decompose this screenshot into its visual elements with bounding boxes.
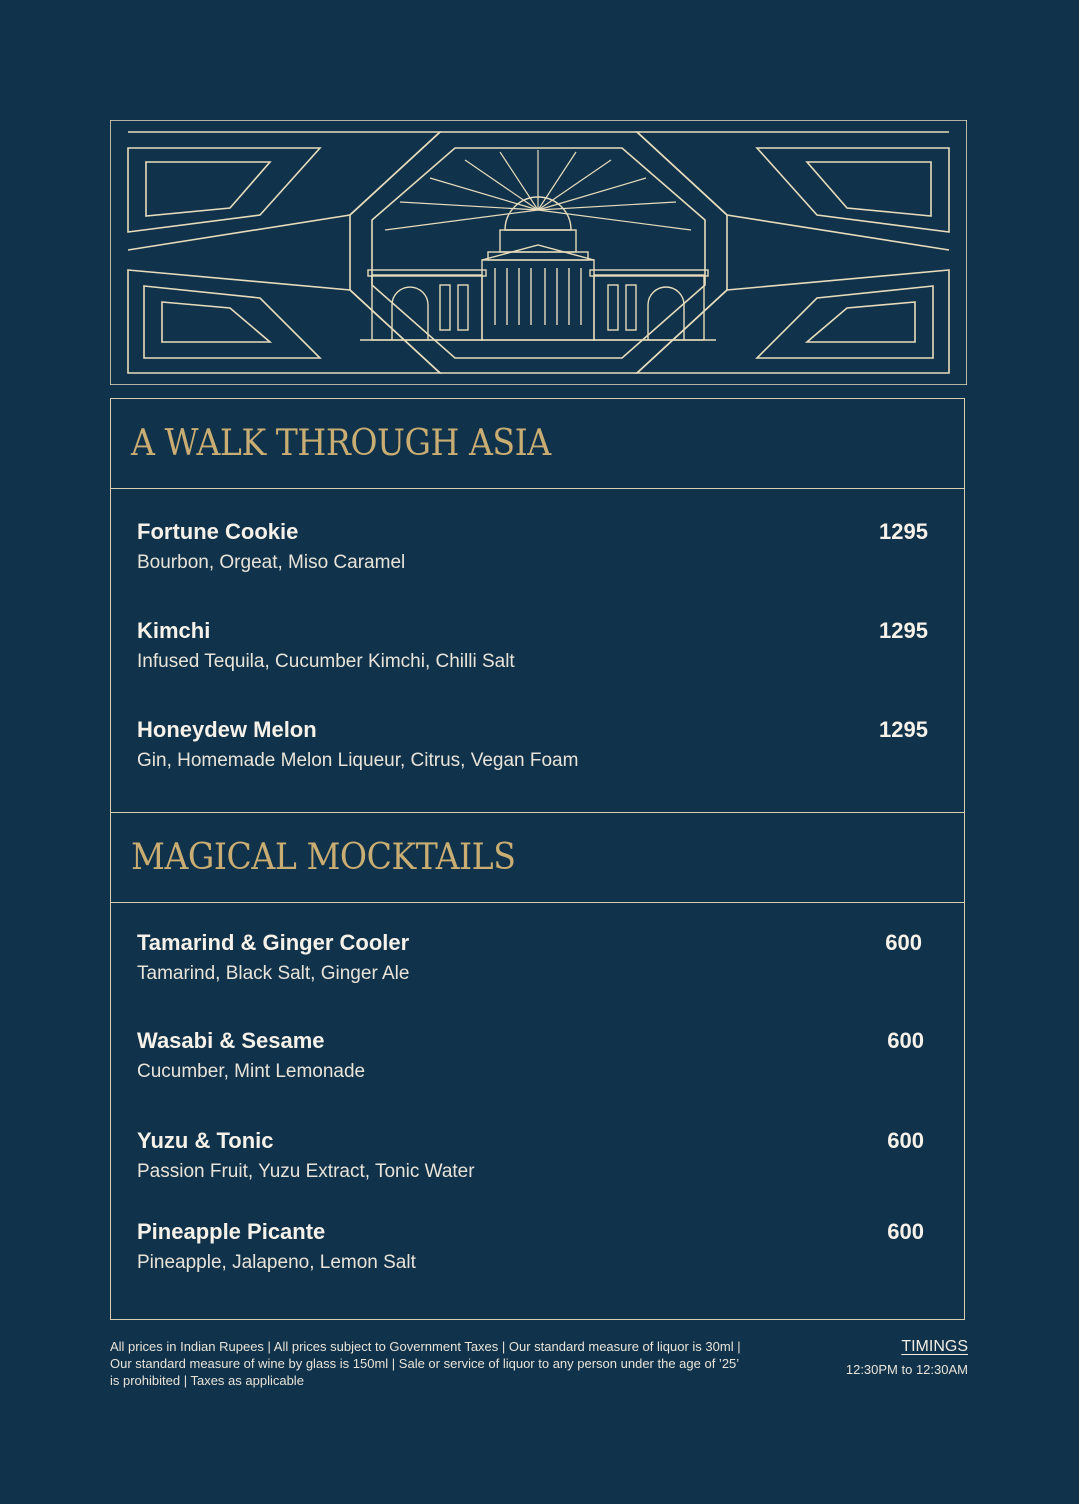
section-header-cocktails <box>111 399 964 489</box>
section-header-mocktails <box>111 813 964 903</box>
item-price: 600 <box>887 1128 924 1153</box>
menu-item <box>137 519 928 579</box>
menu-item <box>137 1128 924 1188</box>
item-description: Passion Fruit, Yuzu Extract, Tonic Water <box>137 1161 475 1182</box>
section-title: MAGICAL MOCKTAILS <box>131 837 516 878</box>
menu-item <box>137 930 922 990</box>
timings-label: TIMINGS <box>901 1338 968 1355</box>
item-price: 600 <box>887 1219 924 1244</box>
item-name: Pineapple Picante <box>137 1219 326 1244</box>
menu-item <box>137 1028 924 1088</box>
item-price: 1295 <box>879 717 928 742</box>
item-description: Bourbon, Orgeat, Miso Caramel <box>137 552 406 573</box>
menu-item <box>137 618 928 678</box>
item-description: Gin, Homemade Melon Liqueur, Citrus, Vegan Foam <box>137 750 579 771</box>
menu-item <box>137 717 928 777</box>
item-name: Tamarind & Ginger Cooler <box>137 930 410 955</box>
item-price: 600 <box>885 930 922 955</box>
footer-disclaimer: All prices in Indian Rupees | All prices subject to Government Taxes | Our standard measure of liquor is 30ml | Our standard measure of wine by glass is 150ml | Sale or service of liquor to any person under the age of ’25’ is prohibited | Taxes as applicable <box>110 1339 741 1388</box>
timings-block <box>846 1338 968 1377</box>
item-price: 600 <box>887 1028 924 1053</box>
item-name: Wasabi & Sesame <box>137 1028 325 1053</box>
building-dome-art-deco-illustration-icon <box>110 120 967 385</box>
item-name: Honeydew Melon <box>137 717 317 742</box>
item-price: 1295 <box>879 618 928 643</box>
item-description: Cucumber, Mint Lemonade <box>137 1061 366 1082</box>
item-name: Fortune Cookie <box>137 519 299 544</box>
item-name: Yuzu & Tonic <box>137 1128 274 1153</box>
item-description: Infused Tequila, Cucumber Kimchi, Chilli Salt <box>137 651 515 672</box>
menu-box <box>110 398 965 1320</box>
item-price: 1295 <box>879 519 928 544</box>
section-title: A WALK THROUGH ASIA <box>131 423 551 464</box>
item-name: Kimchi <box>137 618 211 643</box>
item-description: Pineapple, Jalapeno, Lemon Salt <box>137 1252 416 1273</box>
timings-hours: 12:30PM to 12:30AM <box>845 1362 968 1377</box>
item-description: Tamarind, Black Salt, Ginger Ale <box>137 963 410 984</box>
menu-item <box>137 1219 924 1279</box>
